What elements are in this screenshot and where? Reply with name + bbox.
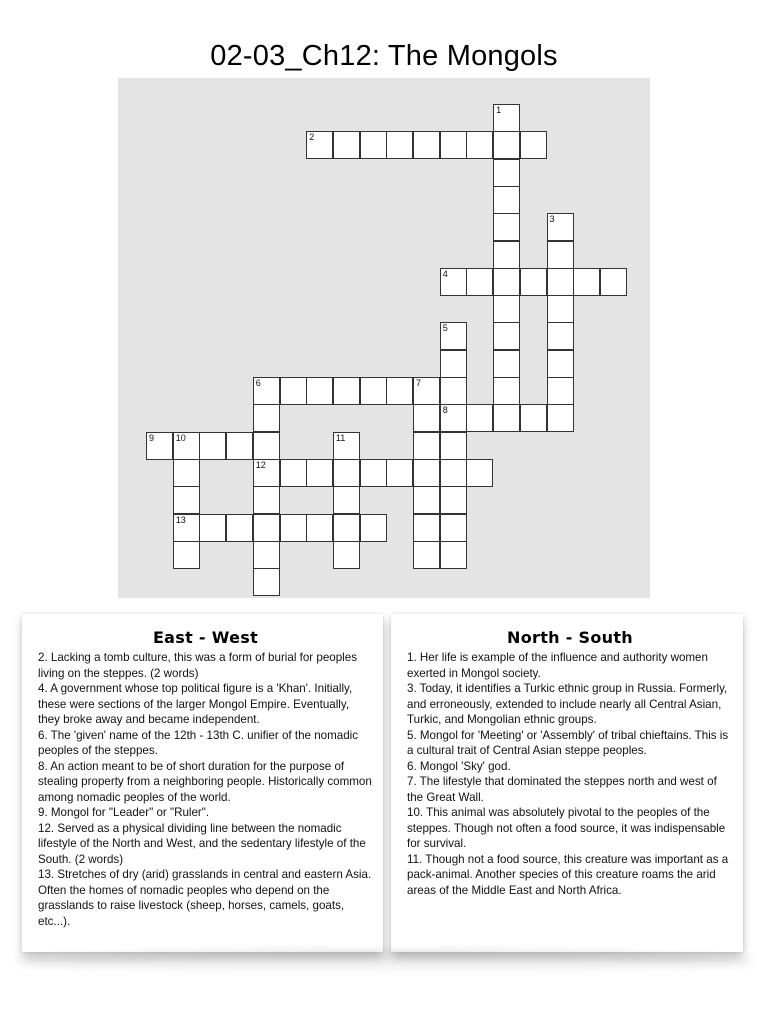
grid-cell[interactable] — [493, 213, 520, 241]
grid-cell[interactable] — [440, 268, 467, 296]
grid-cell[interactable] — [440, 459, 467, 487]
grid-cell[interactable] — [173, 514, 200, 542]
across-clues-panel — [22, 614, 383, 952]
down-heading: North - South — [507, 628, 633, 647]
grid-cell[interactable] — [386, 377, 413, 405]
clue-number: 2 — [309, 132, 315, 143]
grid-cell[interactable] — [333, 541, 360, 569]
grid-cell[interactable] — [360, 459, 387, 487]
grid-cell[interactable] — [440, 322, 467, 350]
grid-cell[interactable] — [413, 432, 440, 460]
grid-cell[interactable] — [280, 514, 307, 542]
grid-cell[interactable] — [547, 322, 574, 350]
grid-cell[interactable] — [413, 459, 440, 487]
grid-cell[interactable] — [333, 432, 360, 460]
grid-cell[interactable] — [440, 377, 467, 405]
grid-cell[interactable] — [493, 186, 520, 214]
grid-cell[interactable] — [333, 459, 360, 487]
grid-cell[interactable] — [226, 514, 253, 542]
grid-cell[interactable] — [199, 514, 226, 542]
clue-number: 12 — [255, 459, 266, 470]
grid-cell[interactable] — [360, 377, 387, 405]
across-clue: 2. Lacking a tomb culture, this was a form of burial for peoples living on the steppes. (2 words) — [38, 651, 357, 680]
grid-cell[interactable] — [493, 241, 520, 269]
grid-cell[interactable] — [386, 459, 413, 487]
grid-cell[interactable] — [466, 268, 493, 296]
grid-cell[interactable] — [333, 131, 360, 159]
clue-number: 5 — [442, 323, 448, 334]
grid-cell[interactable] — [440, 432, 467, 460]
grid-cell[interactable] — [493, 377, 520, 405]
grid-cell[interactable] — [466, 131, 493, 159]
grid-cell[interactable] — [440, 541, 467, 569]
grid-cell[interactable] — [306, 377, 333, 405]
grid-cell[interactable] — [493, 104, 520, 132]
grid-cell[interactable] — [280, 459, 307, 487]
across-clue: 13. Stretches of dry (arid) grasslands in central and eastern Asia. Often the homes of nomadic peoples who depend on the grasslands to raise livestock (sheep, horses, camels, goats, etc...). — [38, 868, 372, 928]
grid-cell[interactable] — [306, 131, 333, 159]
grid-cell[interactable] — [466, 404, 493, 432]
page-title: 02-03_Ch12: The Mongols — [210, 40, 558, 72]
page-shadow — [14, 950, 754, 974]
grid-cell[interactable] — [333, 377, 360, 405]
grid-cell[interactable] — [253, 459, 280, 487]
grid-cell[interactable] — [547, 404, 574, 432]
grid-cell[interactable] — [173, 486, 200, 514]
grid-cell[interactable] — [253, 432, 280, 460]
grid-cell[interactable] — [547, 350, 574, 378]
grid-cell[interactable] — [440, 514, 467, 542]
grid-cell[interactable] — [253, 486, 280, 514]
grid-cell[interactable] — [466, 459, 493, 487]
clue-number: 10 — [175, 432, 186, 443]
clue-number: 1 — [496, 105, 502, 115]
grid-cell[interactable] — [493, 322, 520, 350]
down-clue: 5. Mongol for 'Meeting' or 'Assembly' of tribal chieftains. This is a cultural trait of Central Asian steppe peoples. — [407, 728, 729, 757]
grid-cell[interactable] — [547, 295, 574, 323]
grid-cell[interactable] — [547, 213, 574, 241]
clue-number: 9 — [149, 432, 155, 443]
grid-cell[interactable] — [306, 459, 333, 487]
grid-cell[interactable] — [573, 268, 600, 296]
grid-cell[interactable] — [440, 131, 467, 159]
grid-cell[interactable] — [493, 295, 520, 323]
grid-cell[interactable] — [173, 459, 200, 487]
grid-cell[interactable] — [280, 377, 307, 405]
grid-cell[interactable] — [413, 514, 440, 542]
across-clue: 9. Mongol for "Leader" or "Ruler". — [38, 806, 210, 819]
grid-cell[interactable] — [520, 268, 547, 296]
grid-cell[interactable] — [306, 514, 333, 542]
grid-cell[interactable] — [386, 131, 413, 159]
down-clue: 10. This animal was absolutely pivotal to the peoples of the steppes. Though not often a food source, it was indispensable for survival. — [407, 806, 726, 850]
grid-cell[interactable] — [360, 514, 387, 542]
grid-cell[interactable] — [333, 486, 360, 514]
grid-cell[interactable] — [253, 377, 280, 405]
down-clue: 3. Today, it identifies a Turkic ethnic group in Russia. Formerly, and erroneously, extended to include nearly all Central Asian, Turkic, and Mongolian ethnic groups. — [407, 682, 728, 726]
grid-cell[interactable] — [333, 514, 360, 542]
grid-cell[interactable] — [413, 486, 440, 514]
across-clue: 6. The 'given' name of the 12th - 13th C. unifier of the nomadic peoples of the steppes. — [38, 728, 359, 757]
grid-cell[interactable] — [493, 159, 520, 187]
grid-cell[interactable] — [413, 404, 440, 432]
grid-cell[interactable] — [520, 404, 547, 432]
clue-number: 8 — [442, 405, 448, 416]
clue-number: 3 — [549, 214, 555, 225]
clue-number: 7 — [416, 378, 422, 388]
grid-cell[interactable] — [440, 404, 467, 432]
grid-cell[interactable] — [547, 268, 574, 296]
grid-cell[interactable] — [360, 131, 387, 159]
grid-cell[interactable] — [440, 486, 467, 514]
grid-cell[interactable] — [600, 268, 627, 296]
grid-cell[interactable] — [547, 241, 574, 269]
grid-cell[interactable] — [440, 350, 467, 378]
grid-cell[interactable] — [547, 377, 574, 405]
grid-cell[interactable] — [493, 268, 520, 296]
crossword-grid — [118, 78, 650, 598]
grid-cell[interactable] — [253, 404, 280, 432]
grid-cell[interactable] — [493, 404, 520, 432]
across-heading: East - West — [152, 628, 259, 647]
grid-cell[interactable] — [173, 432, 200, 460]
clue-number: 11 — [335, 432, 346, 443]
grid-cell[interactable] — [493, 350, 520, 378]
down-clue: 1. Her life is example of the influence and authority women exerted in Mongol society. — [407, 651, 708, 680]
down-clues-panel — [391, 614, 743, 952]
across-clue: 12. Served as a physical dividing line between the nomadic lifestyle of the North and West, and the sedentary lifestyle of the South. (2 words) — [38, 821, 366, 866]
grid-cell[interactable] — [253, 541, 280, 569]
across-clue: 8. An action meant to be of short duration for the purpose of stealing property from a neighboring people. Historically common among nomadic peoples of the world. — [38, 759, 372, 804]
grid-cell[interactable] — [493, 131, 520, 159]
grid-cell[interactable] — [226, 432, 253, 460]
clue-number: 4 — [442, 268, 448, 279]
down-clue: 7. The lifestyle that dominated the steppes north and west of the Great Wall. — [407, 775, 717, 804]
grid-cell[interactable] — [520, 131, 547, 159]
grid-cell[interactable] — [253, 568, 280, 596]
grid-cell[interactable] — [199, 432, 226, 460]
grid-cell[interactable] — [413, 377, 440, 405]
clue-number: 13 — [175, 514, 186, 525]
grid-cell[interactable] — [173, 541, 200, 569]
grid-cell[interactable] — [146, 432, 173, 460]
across-clue: 4. A government whose top political figure is a 'Khan'. Initially, these were sections of the larger Mongol Empire. Eventually, they broke away and became independent. — [38, 682, 353, 726]
grid-cell[interactable] — [413, 131, 440, 159]
grid-cell[interactable] — [253, 514, 280, 542]
clue-number: 6 — [255, 378, 261, 388]
down-clue: 11. Though not a food source, this creature was important as a pack-animal. Another species of this creature roams the arid areas of the Middle East and North Africa. — [407, 852, 729, 897]
down-clue: 6. Mongol 'Sky' god. — [407, 759, 511, 773]
grid-cell[interactable] — [413, 541, 440, 569]
